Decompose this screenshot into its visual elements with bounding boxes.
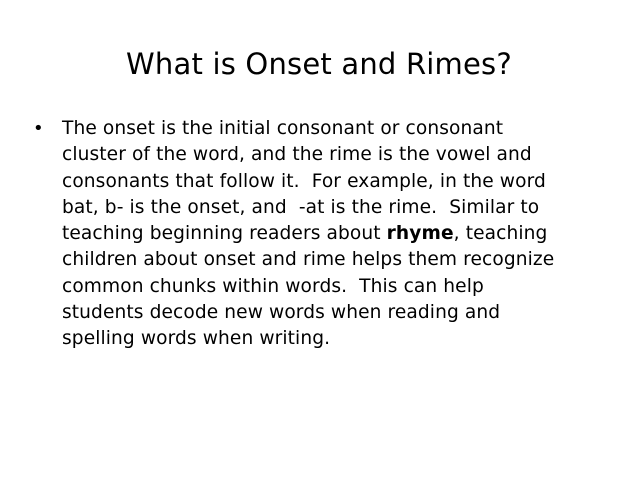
bullet-text-line-5 xyxy=(62,221,613,247)
bullet-text-line-6: children about onset and rime helps them recognize xyxy=(62,249,555,271)
line-5-start: teaching beginning readers about xyxy=(62,223,387,245)
bullet-text-line-9: spelling words when writing. xyxy=(62,328,331,350)
bullet-list xyxy=(33,116,613,353)
bullet-text-line-7: common chunks within words. This can help xyxy=(62,275,484,297)
bullet-text-line-8: students decode new words when reading and xyxy=(62,302,501,324)
bullet-dot-icon: • xyxy=(33,118,44,139)
bullet-text-line-1: The onset is the initial consonant or consonant xyxy=(62,118,504,139)
bullet-text-line-3: consonants that follow it. For example, in the word xyxy=(62,170,546,192)
line-5-end: , teaching xyxy=(453,223,548,245)
bullet-item xyxy=(33,116,613,353)
bullet-text-line-4: bat, b- is the onset, and -at is the rime. Similar to xyxy=(62,196,540,218)
slide-title: What is Onset and Rimes? xyxy=(126,47,512,81)
bold-term-rhyme: rhyme xyxy=(386,223,454,245)
bullet-text-line-2: cluster of the word, and the rime is the vowel and xyxy=(62,144,532,166)
